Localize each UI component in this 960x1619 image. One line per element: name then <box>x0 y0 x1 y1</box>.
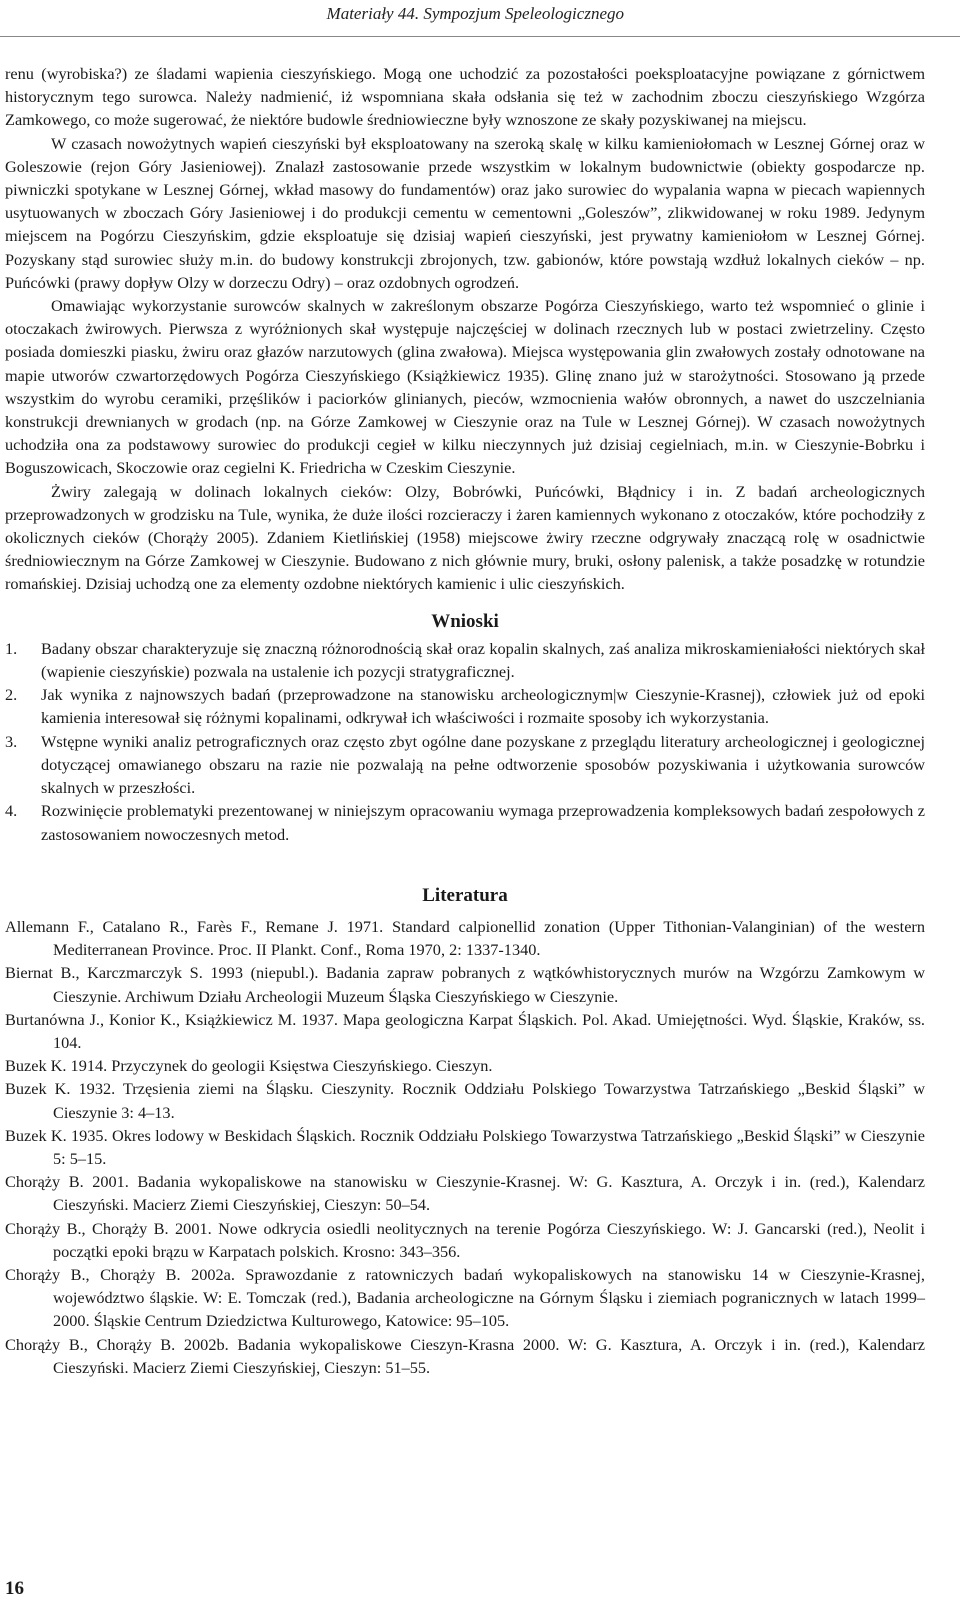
literature-heading: Literatura <box>422 884 508 906</box>
page-content <box>5 62 925 1379</box>
reference-item: Biernat B., Karczmarczyk S. 1993 (niepubl.). Badania zapraw pobranych z wątkówhistorycznych murów na Wzgórzu Zamkowym w Cieszynie. Archiwum Działu Archeologii Muzeum Śląska Cieszyńskiego w Cieszynie. <box>5 963 925 1006</box>
running-header-title: Materiały 44. Sympozjum Speleologicznego <box>326 4 624 23</box>
conclusion-item <box>5 730 925 800</box>
conclusion-number: 4. <box>5 801 18 821</box>
reference-item: Buzek K. 1932. Trzęsienia ziemi na Śląsku. Cieszynity. Rocznik Oddziału Polskiego Towarzystwa Tatrzańskiego „Beskid Śląski” w Cieszynie 3: 4–13. <box>5 1079 925 1122</box>
conclusion-item <box>5 683 925 729</box>
conclusion-number: 1. <box>5 638 18 658</box>
conclusion-text: Rozwinięcie problematyki prezentowanej w niniejszym opracowaniu wymaga przeprowadzenia kompleksowych badań zespołowych z zastosowaniem nowoczesnych metod. <box>41 801 925 844</box>
conclusions-list <box>5 637 925 846</box>
reference-item: Buzek K. 1914. Przyczynek do geologii Księstwa Cieszyńskiego. Cieszyn. <box>5 1056 493 1076</box>
reference-item: Chorąży B., Chorąży B. 2001. Nowe odkrycia osiedli neolitycznych na terenie Pogórza Cieszyńskiego. W: J. Gancarski (red.), Neolit i początki epoki brązu w Karpatach polskich. Krosno: 343–356. <box>5 1218 925 1261</box>
conclusion-number: 2. <box>5 685 18 705</box>
conclusion-text: Badany obszar charakteryzuje się znaczną różnorodnością skał oraz kopalin skalnych, zaś analiza mikroskamieniałości niektórych skał (wapienie cieszyńskie) pozwala na ustalenie ich pozycji stratygraficznej. <box>41 638 925 682</box>
conclusion-item <box>5 799 925 845</box>
page-number: 16 <box>5 1578 24 1599</box>
reference-item: Allemann F., Catalano R., Farès F., Remane J. 1971. Standard calpionellid zonation (Upper Tithonian-Valanginian) of the western Mediterranean Province. Proc. II Plankt. Conf., Roma 1970, 2: 1337-1340. <box>5 916 925 960</box>
reference-item: Burtanówna J., Konior K., Książkiewicz M. 1937. Mapa geologiczna Karpat Śląskich. Pol. Akad. Umiejętności. Wyd. Śląskie, Kraków, ss. 104. <box>5 1009 925 1052</box>
body-text <box>5 62 925 596</box>
reference-item: Chorąży B., Chorąży B. 2002b. Badania wykopaliskowe Cieszyn-Krasna 2000. W: G. Kasztura, A. Orczyk i in. (red.), Kalendarz Cieszyński. Macierz Ziemi Cieszyńskiej, Cieszyn: 51–55. <box>5 1334 925 1377</box>
conclusion-text: Wstępne wyniki analiz petrograficznych oraz często zbyt ogólne dane pozyskane z przeglądu literatury archeologicznej i geologicznej dotyczącej omawianego obszaru na razie nie pozwalają na pełne odtworzenie sposobów pozyskiwania i użytkowania surowców skalnych w przeszłości. <box>41 731 925 798</box>
reference-item: Chorąży B. 2001. Badania wykopaliskowe na stanowisku w Cieszynie-Krasnej. W: G. Kasztura, A. Orczyk i in. (red.), Kalendarz Cieszyński. Macierz Ziemi Cieszyńskiej, Cieszyn: 50–54. <box>5 1172 925 1215</box>
reference-list <box>5 915 925 1379</box>
paragraph: W czasach nowożytnych wapień cieszyński był eksploatowany na szeroką skalę w kilku kamieniołomach w Lesznej Górnej oraz w Goleszowie (rejon Góry Jasieniowej). Znalazł zastosowanie przede wszystkim w lokalnym budownictwie (obiekty gospodarcze np. piwniczki spotykane w Lesznej Górnej, wkład masowy do fundamentów) oraz jako surowiec do wypalania wapna w piecach wapiennych usytuowanych w zboczach Góry Jasieniowej i do produkcji cementu w cementowni „Goleszów”, zlikwidowanej w roku 1989. Jedynym miejscem na Pogórzu Cieszyńskim, gdzie eksploatuje się dzisiaj wapień cieszyński, jest prywatny kamieniołom w Lesznej Górnej. Pozyskany stąd surowiec służy m.in. do budowy konstrukcji zbrojonych, tzw. gabionów, które powstają wzdłuż lokalnych cieków – np. Puńcówki (prawy dopływ Olzy w dorzeczu Odry) – oraz ozdobnych ogrodzeń. <box>5 133 925 292</box>
paragraph: Żwiry zalegają w dolinach lokalnych cieków: Olzy, Bobrówki, Puńcówki, Błądnicy i in. Z badań archeologicznych przeprowadzonych w grodzisku na Tule, wynika, że duże ilości rozcieraczy i żaren kamiennych wykonano z otoczaków, które pochodziły z okolicznych cieków (Chorąży 2005). Zdaniem Kietlińskiej (1958) miejscowe żwiry rzeczne odgrywały znaczącą rolę w osadnictwie średniowiecznym na Górze Zamkowej w Cieszynie. Budowano z nich głównie mury, bruki, osłony palenisk, a także posadzkę w rotundzie romańskiej. Dzisiaj uchodzą one za elementy ozdobne niektórych kamienic i ulic cieszyńskich. <box>5 481 925 594</box>
paragraph: Omawiając wykorzystanie surowców skalnych w zakreślonym obszarze Pogórza Cieszyńskiego, warto też wspomnieć o glinie i otoczakach żwirowych. Pierwsza z wyróżnionych skał występuje najczęściej w dolinach rzecznych lub w postaci zwietrzeliny. Często posiada domieszki piasku, żwiru oraz głazów narzutowych (glina zwałowa). Miejsca występowania glin zwałowych zostały odnotowane na mapie utworów czwartorzędowych Pogórza Cieszyńskiego (Książkiewicz 1935). Glinę znano już w starożytności. Stosowano ją przede wszystkim do wyrobu ceramiki, przęślików i paciorków glinianych, pieców, wzmocnienia wałów obronnych, a nawet do uszczelniania konstrukcji drewnianych w grodach (np. na Górze Zamkowej w Cieszynie oraz na Tule w Lesznej Górnej). W czasach nowożytnych uchodziła ona za podstawowy surowiec do produkcji cegieł w kilku nieczynnych już dzisiaj cegielniach, m.in. w Cieszynie-Bobrku i Boguszowicach, Skoczowie oraz cegielni K. Friedricha w Czeskim Cieszynie. <box>5 296 925 478</box>
header-rule <box>0 36 960 37</box>
conclusion-item <box>5 637 925 683</box>
conclusion-number: 3. <box>5 731 18 751</box>
conclusion-text: Jak wynika z najnowszych badań (przeprowadzone na stanowisku archeologicznym|w Cieszynie-Krasnej), człowiek już od epoki kamienia interesował się różnymi kopalinami, odkrywał ich właściwości i rozmaite sposoby ich wykorzystania. <box>41 685 925 728</box>
reference-item: Chorąży B., Chorąży B. 2002a. Sprawozdanie z ratowniczych badań wykopaliskowych na stanowisku 14 w Cieszynie-Krasnej, województwo śląskie. W: E. Tomczak (red.), Badania archeologiczne na Górnym Śląsku i ziemiach pogranicznych w latach 1999–2000. Śląskie Centrum Dziedzictwa Kulturowego, Katowice: 95–105. <box>5 1264 925 1331</box>
conclusions-heading: Wnioski <box>431 610 499 632</box>
paragraph: renu (wyrobiska?) ze śladami wapienia cieszyńskiego. Mogą one uchodzić za pozostałości poeksploatacyjne powiązane z górnictwem historycznym tego surowca. Należy nadmienić, iż wspomniana skała odsłania się też w zachodnim zboczu cieszyńskiego Wzgórza Zamkowego, co może sugerować, że niektóre budowle średniowieczne były wznoszone ze skały pozyskiwanej na miejscu. <box>5 64 925 130</box>
reference-item: Buzek K. 1935. Okres lodowy w Beskidach Śląskich. Rocznik Oddziału Polskiego Towarzystwa Tatrzańskiego „Beskid Śląski” w Cieszynie 5: 5–15. <box>5 1125 925 1168</box>
